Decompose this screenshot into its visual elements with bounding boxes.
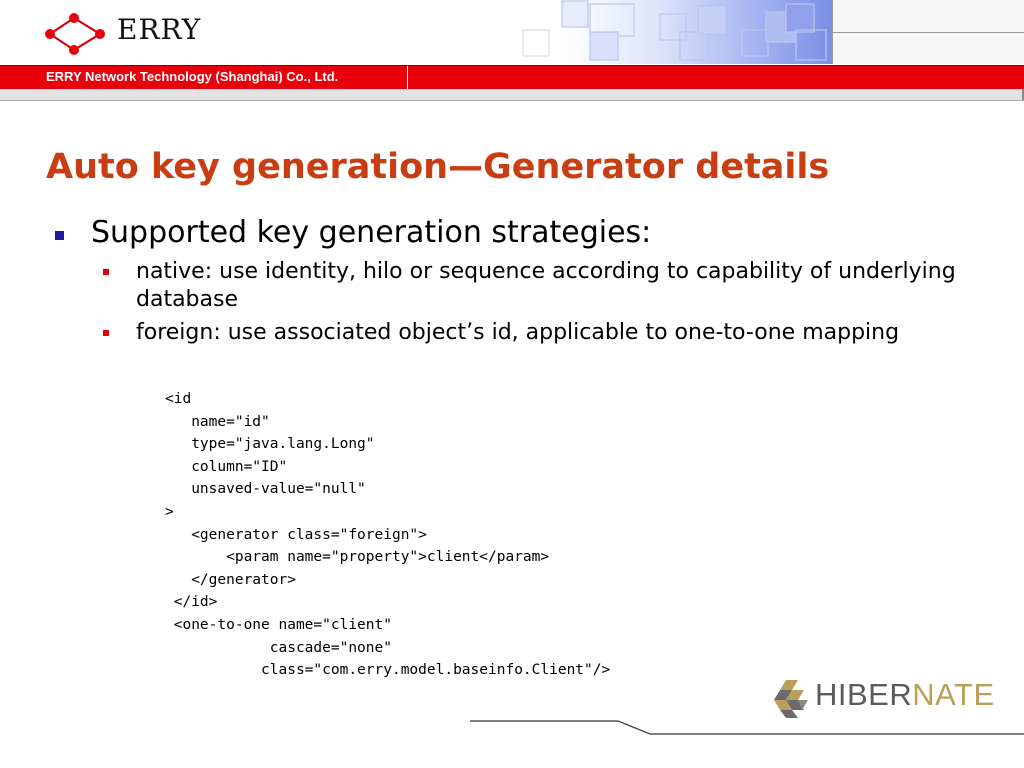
code-line: <param name="property">client</param> bbox=[165, 549, 550, 566]
square-bullet-icon bbox=[103, 269, 109, 275]
hibernate-logo-icon bbox=[772, 678, 810, 718]
footer-divider-line bbox=[470, 718, 1024, 738]
header-divider bbox=[0, 89, 1024, 101]
logo-text-part1: HIBER bbox=[815, 677, 913, 712]
code-line: <generator class="foreign"> bbox=[165, 526, 427, 543]
code-line: <id bbox=[165, 391, 192, 407]
code-line: </generator> bbox=[165, 571, 296, 588]
code-line: cascade="none" bbox=[165, 639, 392, 656]
code-line: </id> bbox=[165, 594, 218, 611]
slide-title: Auto key generation—Generator details bbox=[46, 147, 830, 187]
hibernate-logo-text bbox=[815, 678, 995, 712]
bullet-text: Supported key generation strategies: bbox=[91, 215, 652, 250]
code-line: > bbox=[165, 503, 174, 520]
erry-diamond-logo-icon bbox=[44, 12, 110, 56]
company-name: ERRY Network Technology (Shanghai) Co., Ltd. bbox=[0, 66, 408, 89]
header-logo-area bbox=[0, 0, 520, 64]
code-line: column="ID" bbox=[165, 458, 288, 475]
code-line: name="id" bbox=[165, 413, 270, 430]
sub-bullet-text: native: use identity, hilo or sequence according to capability of underlying database bbox=[136, 259, 956, 312]
code-line: <one-to-one name="client" bbox=[165, 616, 392, 633]
code-line: class="com.erry.model.baseinfo.Client"/> bbox=[165, 662, 611, 679]
company-banner bbox=[0, 65, 1024, 89]
square-bullet-icon bbox=[103, 330, 109, 336]
logo-text-part2: NATE bbox=[912, 677, 995, 712]
decorative-squares-banner bbox=[520, 0, 832, 64]
xml-code-sample bbox=[165, 388, 610, 682]
brand-name: ERRY bbox=[117, 13, 202, 46]
code-line: type="java.lang.Long" bbox=[165, 436, 375, 453]
header-corner-grid bbox=[832, 0, 1024, 64]
sub-bullet-text: foreign: use associated object’s id, applicable to one-to-one mapping bbox=[136, 320, 900, 345]
square-bullet-icon bbox=[55, 231, 64, 240]
code-line: unsaved-value="null" bbox=[165, 481, 366, 498]
